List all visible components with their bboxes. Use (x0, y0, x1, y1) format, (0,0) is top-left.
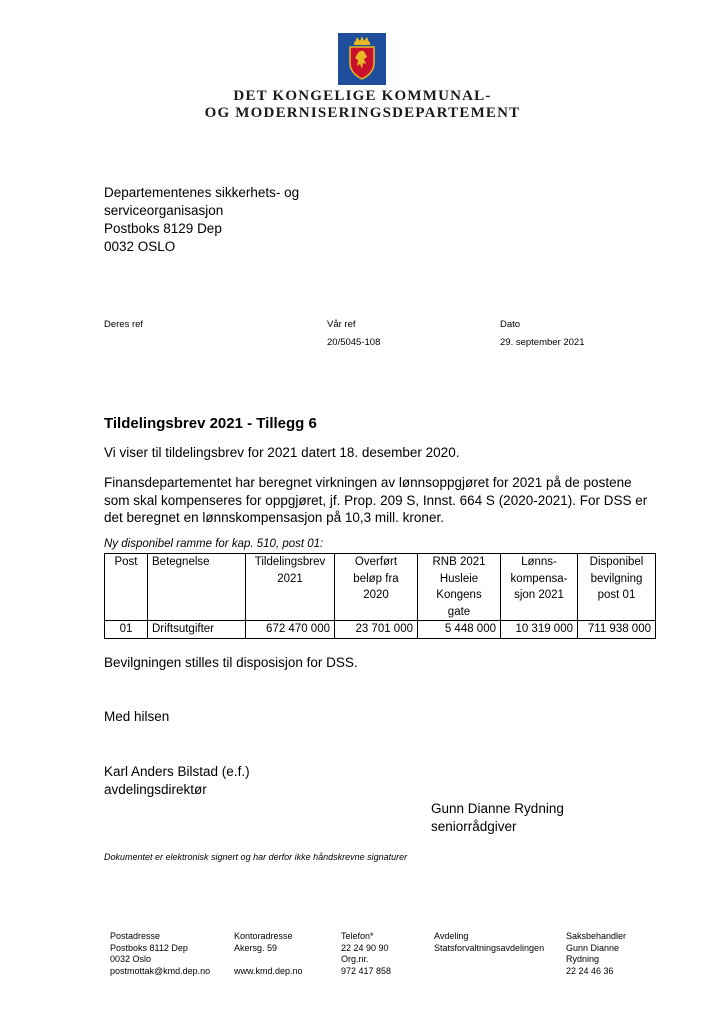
table-caption: Ny disponibel ramme for kap. 510, post 01: (104, 538, 324, 550)
recipient-line: Departementenes sikkerhets- og (104, 185, 300, 200)
recipient-address (104, 184, 299, 256)
footer-case-handler: Saksbehandler Gunn Dianne Rydning 22 24 46 36 (566, 931, 627, 976)
dato-value: 29. september 2021 (500, 337, 585, 348)
header-post: Post (105, 554, 148, 621)
header-tildelingsbrev: Tildelingsbrev 2021 (246, 554, 335, 621)
paragraph-line: som skal kompenseres for oppgjøret, jf. Prop. 209 S, Innst. 664 S (2020-2021). For DSS er (104, 492, 648, 508)
header-betegnelse: Betegnelse (148, 554, 246, 621)
cell-betegnelse: Driftsutgifter (148, 621, 246, 639)
var-ref-value: 20/5045-108 (327, 337, 381, 348)
letter-title: Tildelingsbrev 2021 - Tillegg 6 (104, 415, 317, 432)
recipient-line: Postboks 8129 Dep (104, 221, 222, 236)
deres-ref-label: Deres ref (104, 319, 144, 330)
paragraph-line: det beregnet en lønnskompensasjon på 10,3 mill. kroner. (104, 510, 444, 525)
table-header-row (105, 554, 656, 621)
ministry-name-line2: OG MODERNISERINGSDEPARTEMENT (204, 105, 521, 121)
cell-rnb: 5 448 000 (418, 621, 501, 639)
ministry-name-line1: DET KONGELIGE KOMMUNAL- (233, 88, 492, 104)
cell-tildelingsbrev: 672 470 000 (246, 621, 335, 639)
signature-1 (104, 763, 664, 798)
coat-of-arms-logo (338, 33, 386, 85)
footer-department: Avdeling Statsforvaltningsavdelingen (434, 931, 545, 953)
header-overfort: Overført beløp fra 2020 (335, 554, 418, 621)
paragraph-line: Finansdepartementet har beregnet virkningen av lønnsoppgjøret for 2021 på de postene (104, 475, 632, 490)
compensation-paragraph (104, 474, 664, 527)
footer-postal-address: Postadresse Postboks 8112 Dep 0032 Oslo postmottak@kmd.dep.no (110, 931, 211, 976)
footer-phone: Telefon* 22 24 90 90 Org.nr. 972 417 858 (341, 931, 392, 976)
budget-table (104, 553, 656, 639)
signature-2 (431, 800, 651, 835)
cell-lonnskompensasjon: 10 319 000 (501, 621, 578, 639)
signatory-name: Karl Anders Bilstad (e.f.) (104, 764, 250, 779)
electronic-signature-note: Dokumentet er elektronisk signert og har derfor ikke håndskrevne signaturer (104, 852, 408, 862)
signatory-title: avdelingsdirektør (104, 781, 207, 797)
footer-office-address: Kontoradresse Akersg. 59 www.kmd.dep.no (234, 931, 303, 976)
signatory-title: seniorrådgiver (431, 818, 517, 834)
cell-disponibel: 711 938 000 (578, 621, 656, 639)
dato-label: Dato (500, 319, 521, 330)
recipient-line: serviceorganisasjon (104, 203, 224, 218)
disposal-paragraph: Bevilgningen stilles til disposisjon for DSS. (104, 655, 358, 670)
signatory-name: Gunn Dianne Rydning (431, 801, 564, 816)
cell-overfort: 23 701 000 (335, 621, 418, 639)
table-row (105, 621, 656, 639)
header-rnb: RNB 2021 Husleie Kongens gate (418, 554, 501, 621)
header-lonnskompensasjon: Lønns- kompensa- sjon 2021 (501, 554, 578, 621)
closing-greeting: Med hilsen (104, 709, 170, 724)
header-disponibel: Disponibel bevilgning post 01 (578, 554, 656, 621)
intro-paragraph: Vi viser til tildelingsbrev for 2021 datert 18. desember 2020. (104, 445, 460, 460)
var-ref-label: Vår ref (327, 319, 356, 330)
recipient-line: 0032 OSLO (104, 239, 176, 254)
cell-post: 01 (105, 621, 148, 639)
